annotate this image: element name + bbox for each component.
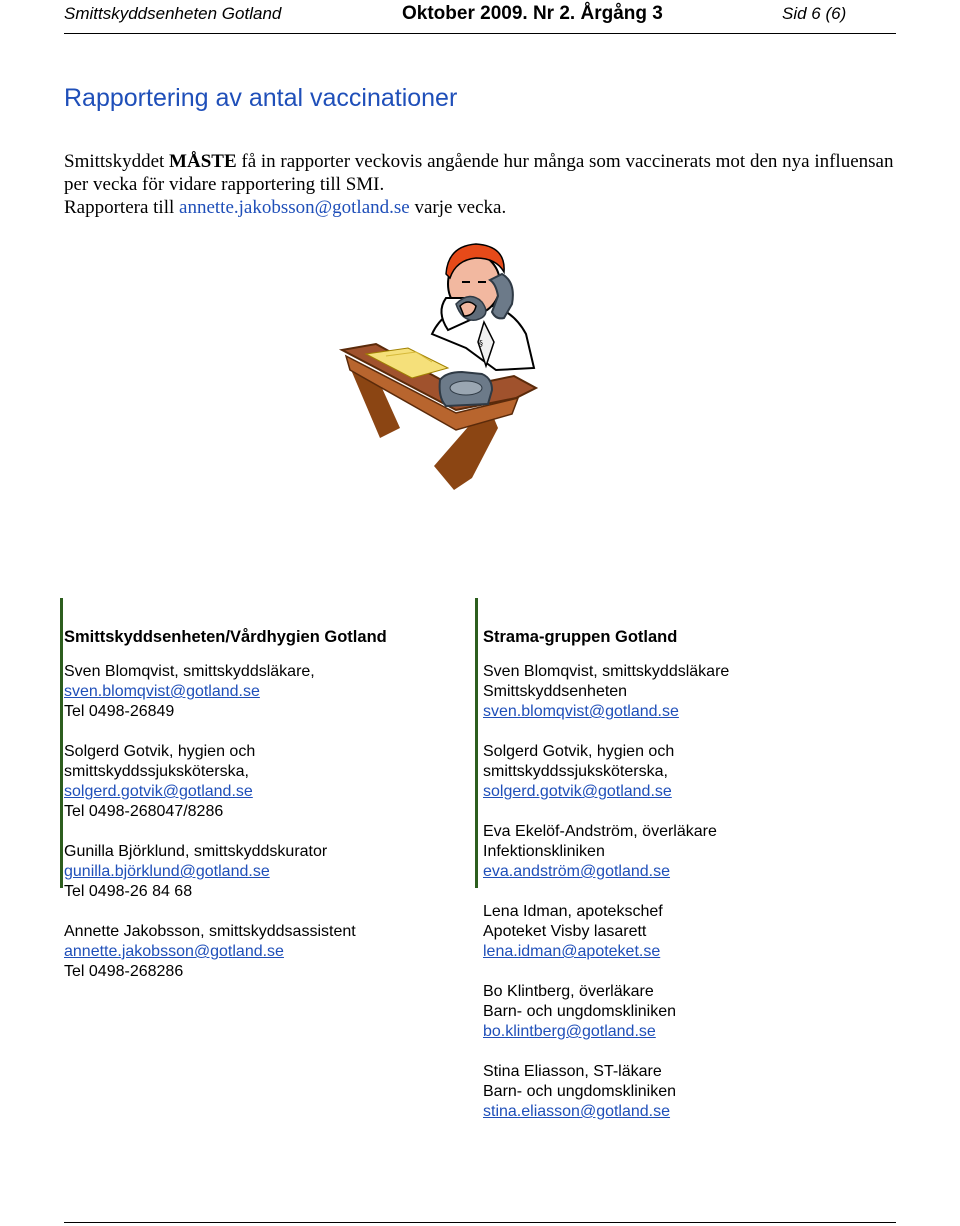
- contact-email-link[interactable]: gunilla.björklund@gotland.se: [64, 863, 270, 880]
- contact-email-link[interactable]: sven.blomqvist@gotland.se: [483, 703, 679, 720]
- contact-email-link[interactable]: eva.andström@gotland.se: [483, 863, 671, 880]
- contact-entry: [483, 1062, 883, 1122]
- report-email-link[interactable]: annette.jakobsson@gotland.se: [179, 197, 410, 218]
- contact-entry: [64, 842, 464, 902]
- contact-phone: Tel 0498-26849: [64, 703, 175, 720]
- contact-title: smittskyddssjuksköterska,: [64, 763, 249, 780]
- contact-email-link[interactable]: bo.klintberg@gotland.se: [483, 1023, 656, 1040]
- contact-unit: Smittskyddsenheten: [483, 683, 628, 700]
- contact-unit: Barn- och ungdomskliniken: [483, 1083, 676, 1100]
- contact-email-link[interactable]: annette.jakobsson@gotland.se: [64, 943, 284, 960]
- text-run: varje vecka.: [409, 197, 507, 218]
- header-issue: Oktober 2009. Nr 2. Årgång 3: [402, 3, 663, 24]
- right-column-rule: [475, 598, 478, 888]
- contact-name: Solgerd Gotvik, hygien och: [64, 743, 256, 760]
- header-rule: [64, 33, 896, 34]
- contact-entry: [483, 662, 883, 722]
- right-contact-column: [483, 626, 883, 1142]
- contact-phone: Tel 0498-26 84 68: [64, 883, 193, 900]
- contact-name: Bo Klintberg, överläkare: [483, 983, 654, 1000]
- left-column-rule: [60, 598, 63, 888]
- emphasis-text: MÅSTE: [169, 151, 237, 172]
- contact-entry: [483, 902, 883, 962]
- text-run: Smittskyddet: [64, 151, 170, 172]
- contact-email-link[interactable]: stina.eliasson@gotland.se: [483, 1103, 671, 1120]
- contact-email-link[interactable]: sven.blomqvist@gotland.se: [64, 683, 260, 700]
- contact-unit: smittskyddssjuksköterska,: [483, 763, 668, 780]
- contact-entry: [483, 982, 883, 1042]
- left-column-heading: Smittskyddsenheten/Vårdhygien Gotland: [64, 628, 387, 646]
- contact-name: Lena Idman, apotekschef: [483, 903, 663, 920]
- contact-name: Solgerd Gotvik, hygien och: [483, 743, 675, 760]
- man-on-telephone-at-desk-icon: [336, 238, 546, 493]
- contact-name: Gunilla Björklund, smittskyddskurator: [64, 843, 328, 860]
- header-page-number: Sid 6 (6): [782, 4, 847, 23]
- text-run: Rapportera till: [64, 197, 180, 218]
- svg-text:§: §: [479, 339, 483, 348]
- contact-entry: [483, 742, 883, 802]
- contact-entry: [64, 922, 464, 982]
- contact-name: Stina Eliasson, ST-läkare: [483, 1063, 662, 1080]
- contact-phone: Tel 0498-268047/8286: [64, 803, 224, 820]
- contact-name: Annette Jakobsson, smittskyddsassistent: [64, 923, 356, 940]
- article-title: Rapportering av antal vaccinationer: [64, 84, 458, 112]
- article-body: [64, 150, 894, 219]
- header-org: Smittskyddsenheten Gotland: [64, 4, 282, 23]
- contact-name: Eva Ekelöf-Andström, överläkare: [483, 823, 717, 840]
- text-run: få in rapporter veckovis angående hur många som vaccinerats mot den nya influensan per vecka för vidare rapportering till SMI.: [64, 151, 894, 195]
- page-header: [64, 4, 894, 28]
- article-paragraph: [64, 150, 894, 196]
- contact-name: Sven Blomqvist, smittskyddsläkare: [483, 663, 730, 680]
- contact-email-link[interactable]: lena.idman@apoteket.se: [483, 943, 661, 960]
- contact-entry: [483, 822, 883, 882]
- footer-rule: [64, 1222, 896, 1223]
- right-column-heading: Strama-gruppen Gotland: [483, 628, 678, 646]
- contact-email-link[interactable]: solgerd.gotvik@gotland.se: [483, 783, 672, 800]
- contact-phone: Tel 0498-268286: [64, 963, 184, 980]
- contact-unit: Apoteket Visby lasarett: [483, 923, 647, 940]
- article-paragraph: [64, 196, 894, 219]
- contact-unit: Infektionskliniken: [483, 843, 605, 860]
- contact-entry: [64, 662, 464, 722]
- contact-unit: Barn- och ungdomskliniken: [483, 1003, 676, 1020]
- left-contact-column: [64, 626, 464, 1002]
- contact-email-link[interactable]: solgerd.gotvik@gotland.se: [64, 783, 253, 800]
- contact-entry: [64, 742, 464, 822]
- contact-name: Sven Blomqvist, smittskyddsläkare,: [64, 663, 315, 680]
